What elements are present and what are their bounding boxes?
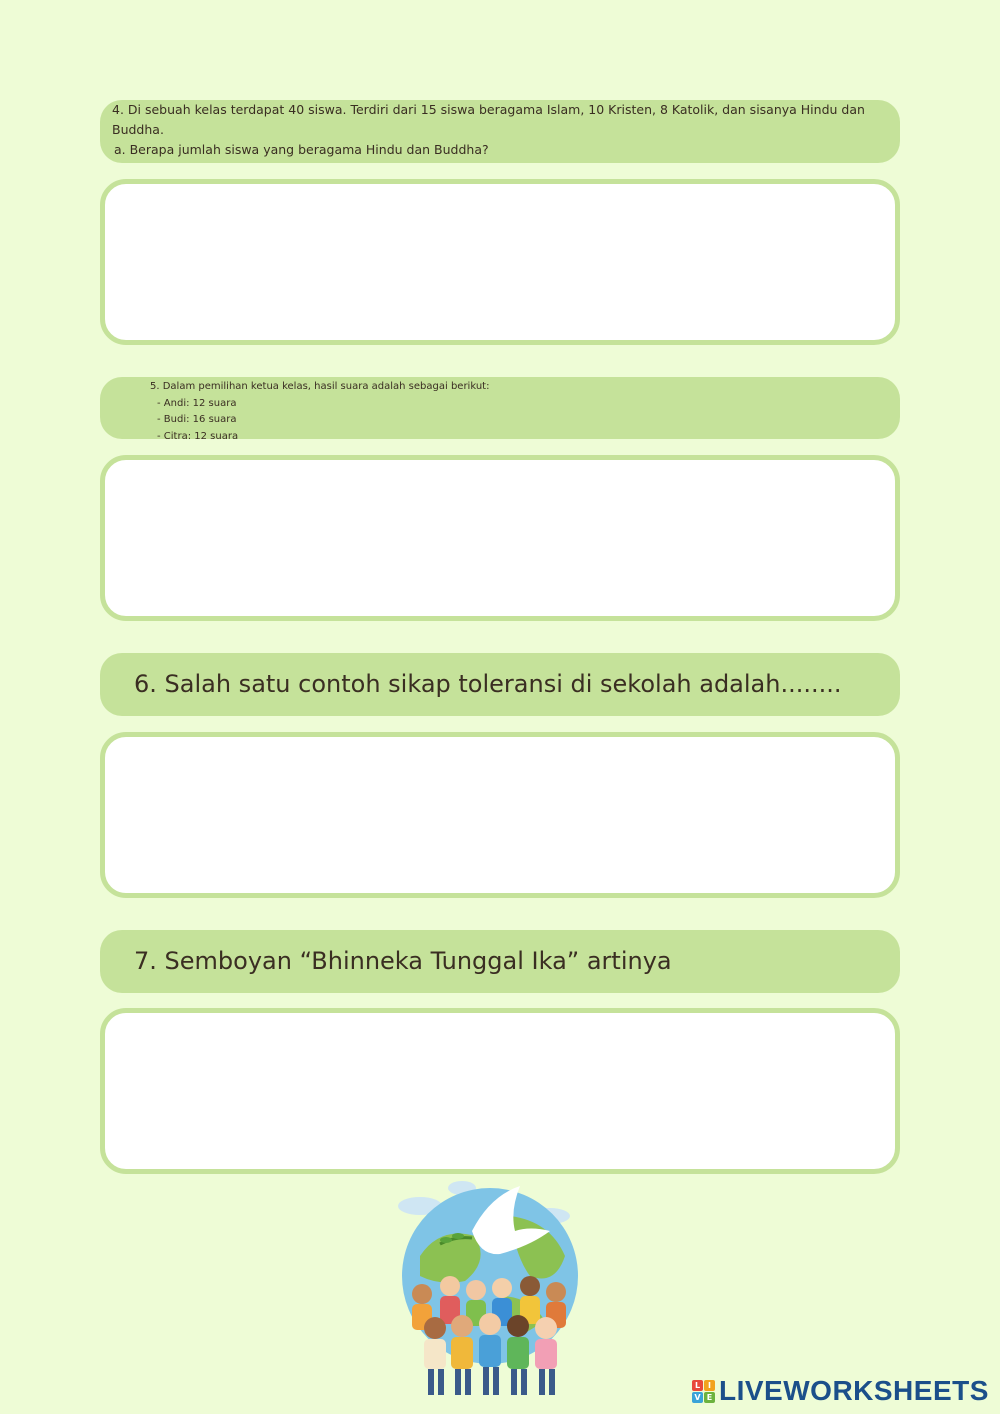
answer-input-4[interactable] (105, 184, 895, 340)
answer-box-5[interactable] (100, 455, 900, 621)
question-4-subquestion: a. Berapa jumlah siswa yang beragama Hindu dan Buddha? (114, 142, 489, 157)
question-5-text: 5. Dalam pemilihan ketua kelas, hasil suara adalah sebagai berikut: (150, 381, 490, 392)
liveworksheets-logo (692, 1376, 989, 1406)
question-7-text: 7. Semboyan “Bhinneka Tunggal Ika” artinya (134, 947, 672, 975)
question-4-text: 4. Di sebuah kelas terdapat 40 siswa. Terdiri dari 15 siswa beragama Islam, 10 Kristen, 8 Katolik, dan sisanya Hindu dan Buddha. (112, 102, 865, 137)
logo-mark-icon (692, 1380, 715, 1403)
logo-mark-letter: I (704, 1380, 715, 1391)
question-6-text: 6. Salah satu contoh sikap toleransi di sekolah adalah........ (134, 670, 842, 698)
answer-box-6[interactable] (100, 732, 900, 898)
answer-box-4[interactable] (100, 179, 900, 345)
logo-mark-letter: E (704, 1392, 715, 1403)
question-5-option: - Andi: 12 suara (157, 397, 237, 409)
logo-text: LIVEWORKSHEETS (719, 1375, 989, 1406)
question-7-bar (100, 930, 900, 993)
logo-mark-letter: V (692, 1392, 703, 1403)
answer-input-6[interactable] (105, 737, 895, 893)
logo-mark-letter: L (692, 1380, 703, 1391)
answer-input-5[interactable] (105, 460, 895, 616)
question-5-option: - Citra: 12 suara (157, 430, 239, 439)
answer-box-7[interactable] (100, 1008, 900, 1174)
question-5-option: - Budi: 16 suara (157, 414, 237, 425)
question-4-bar (100, 100, 900, 163)
question-5-bar (100, 377, 900, 439)
answer-input-7[interactable] (105, 1013, 895, 1169)
question-6-bar (100, 653, 900, 716)
diversity-illustration-icon (380, 1176, 600, 1402)
